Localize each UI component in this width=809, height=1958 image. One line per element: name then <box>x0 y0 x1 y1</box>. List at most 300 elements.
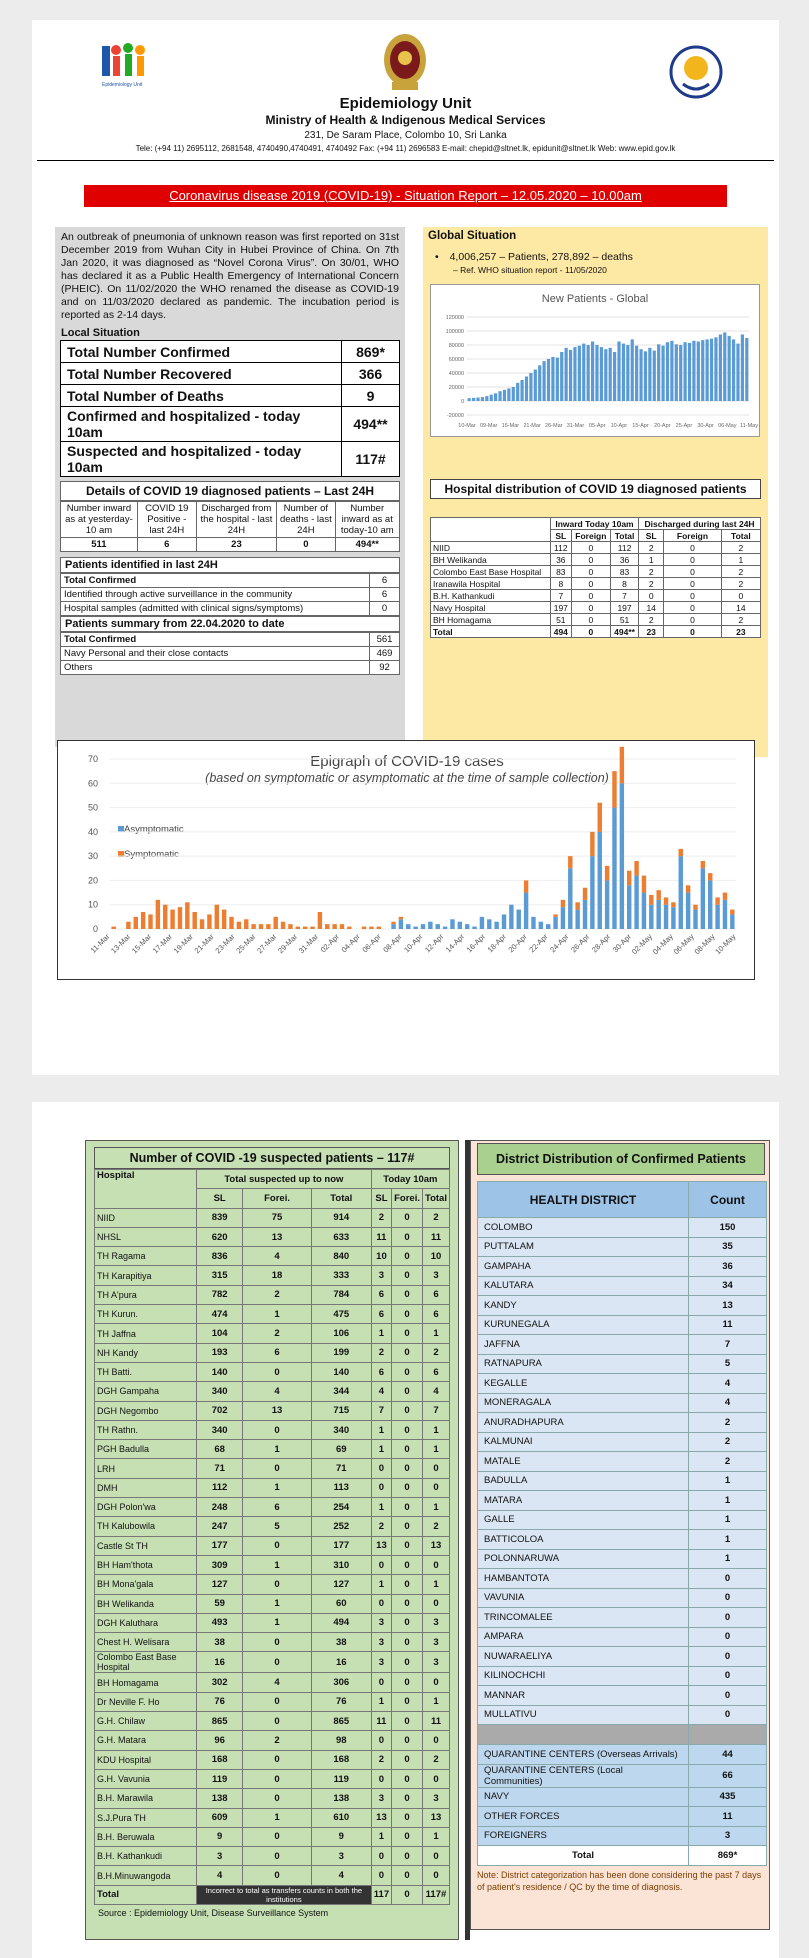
sp-cell: 309 <box>197 1555 243 1574</box>
sp-cell: 1 <box>371 1692 391 1711</box>
global-bar <box>525 377 528 402</box>
district-name: AMPARA <box>478 1627 689 1647</box>
epi-asym-bar <box>649 905 653 929</box>
table-row <box>95 1847 450 1866</box>
sp-cell: 119 <box>197 1769 243 1788</box>
global-x-tick: 10-Apr <box>610 423 628 429</box>
sp-cell: 0 <box>243 1575 312 1594</box>
today-header: Today 10am <box>371 1170 449 1189</box>
sp-cell: 3 <box>422 1789 449 1808</box>
district-name: COLOMBO <box>478 1218 689 1238</box>
table-row <box>95 1594 450 1613</box>
sp-cell: 1 <box>371 1324 391 1343</box>
sp-cell: 11 <box>371 1227 391 1246</box>
svg-text:Epidemiology Unit: Epidemiology Unit <box>102 82 143 88</box>
details-table <box>60 501 400 552</box>
district-count: 1 <box>689 1510 767 1530</box>
sp-cell: 0 <box>243 1536 312 1555</box>
sp-cell: 0 <box>392 1401 423 1420</box>
global-y-tick: 60000 <box>448 357 464 363</box>
epi-sym-bar <box>259 924 263 929</box>
sp-cell: 1 <box>422 1498 449 1517</box>
global-bar <box>706 339 709 401</box>
hd-cell: 0 <box>571 542 610 554</box>
hd-cell: 0 <box>664 614 721 626</box>
sp-cell: 914 <box>311 1208 371 1227</box>
table-row <box>95 1324 450 1343</box>
table-row <box>95 1673 450 1692</box>
epi-sym-bar <box>362 927 366 929</box>
key-figure-label: Total Number of Deaths <box>61 385 342 407</box>
sp-cell: 0 <box>371 1555 391 1574</box>
global-bar <box>719 335 722 402</box>
district-name: BATTICOLOA <box>478 1530 689 1550</box>
hd-row <box>431 554 761 566</box>
sp-cell: 6 <box>371 1285 391 1304</box>
sp-cell: 0 <box>243 1362 312 1381</box>
epi-asym-bar <box>487 919 491 929</box>
global-bar <box>723 332 726 401</box>
epi-x-tick: 13-Mar <box>109 932 133 956</box>
key-figure-value: 494** <box>342 407 400 442</box>
table-row <box>95 1517 450 1536</box>
epi-sym-bar <box>524 880 528 892</box>
table-row <box>95 1633 450 1652</box>
sp-cell: 1 <box>243 1613 312 1632</box>
summary-value: 561 <box>370 633 400 647</box>
epi-asym-bar <box>517 910 521 929</box>
sp-cell: 310 <box>311 1555 371 1574</box>
total-sl: 117 <box>371 1885 391 1904</box>
sp-cell: 3 <box>371 1633 391 1652</box>
sp-cell: 140 <box>197 1362 243 1381</box>
sp-cell: 0 <box>392 1498 423 1517</box>
table-row <box>95 1769 450 1788</box>
global-x-tick: 30-Apr <box>697 423 714 429</box>
last24-label: Total Confirmed <box>61 574 370 588</box>
district-row <box>478 1764 767 1787</box>
sp-cell: 344 <box>311 1382 371 1401</box>
global-bar <box>688 343 691 401</box>
epi-sym-bar <box>715 897 719 904</box>
sp-cell: 4 <box>243 1247 312 1266</box>
sp-cell: 1 <box>371 1575 391 1594</box>
epi-sym-bar <box>664 897 668 904</box>
global-bar <box>648 348 651 401</box>
total-suspected-header: Total suspected up to now <box>197 1170 372 1189</box>
hospital-col-header: Hospital <box>95 1170 197 1209</box>
epi-sym-bar <box>303 927 307 929</box>
epi-x-tick: 15-Mar <box>129 932 154 956</box>
table-row <box>95 1208 450 1227</box>
sp-cell: 702 <box>197 1401 243 1420</box>
epi-sym-bar <box>671 902 675 907</box>
sp-hospital: S.J.Pura TH <box>95 1808 197 1827</box>
epi-asym-bar <box>568 868 572 929</box>
epi-x-tick: 10-Apr <box>402 932 425 955</box>
sp-cell: 0 <box>243 1866 312 1885</box>
sp-cell: 0 <box>422 1673 449 1692</box>
global-bar <box>600 347 603 401</box>
epi-asym-bar <box>524 893 528 929</box>
sp-cell: 0 <box>243 1692 312 1711</box>
last24-value: 6 <box>370 588 400 602</box>
district-count: 35 <box>689 1237 767 1257</box>
sp-hospital: DGH Polon'wa <box>95 1498 197 1517</box>
epi-asym-bar <box>701 868 705 929</box>
global-bar <box>573 347 576 401</box>
epid-unit-logo <box>100 38 148 88</box>
district-row <box>478 1705 767 1725</box>
district-count: 0 <box>689 1666 767 1686</box>
sp-cell: 138 <box>311 1789 371 1808</box>
epi-sym-bar <box>568 856 572 868</box>
sp-cell: 0 <box>392 1769 423 1788</box>
sp-cell: 0 <box>392 1324 423 1343</box>
global-bar <box>556 358 559 401</box>
key-figure-row <box>61 407 400 442</box>
district-name: MULLATIVU <box>478 1705 689 1725</box>
sp-cell: 6 <box>422 1362 449 1381</box>
epi-x-tick: 06-May <box>671 932 696 957</box>
global-bar <box>626 345 629 401</box>
district-name: QUARANTINE CENTERS (Overseas Arrivals) <box>478 1745 689 1765</box>
district-name: NUWARAELIYA <box>478 1647 689 1667</box>
sp-cell: 71 <box>311 1459 371 1478</box>
hd-cell: 0 <box>721 590 760 602</box>
table-row <box>95 1382 450 1401</box>
hd-sub-header: Foreign <box>571 530 610 542</box>
details-header: COVID 19 Positive - last 24H <box>137 502 196 538</box>
sp-cell: 75 <box>243 1208 312 1227</box>
key-figure-row <box>61 341 400 363</box>
district-count: 4 <box>689 1393 767 1413</box>
sp-hospital: BH Ham'thota <box>95 1555 197 1574</box>
hd-row <box>431 602 761 614</box>
hd-cell: 0 <box>571 590 610 602</box>
epi-asym-bar <box>553 917 557 929</box>
district-row <box>478 1569 767 1589</box>
sp-cell: 6 <box>371 1305 391 1324</box>
sp-cell: 13 <box>422 1536 449 1555</box>
epi-x-tick: 14-Apr <box>443 932 467 955</box>
epi-sym-bar <box>178 907 182 929</box>
sp-sub-header: Forei. <box>243 1189 312 1208</box>
sp-hospital: Colombo East Base Hospital <box>95 1652 197 1673</box>
hd-cell: 494 <box>550 626 571 638</box>
epi-sym-bar <box>273 917 277 929</box>
global-bar <box>587 345 590 401</box>
sp-cell: 1 <box>371 1498 391 1517</box>
sp-hospital: DGH Gampaha <box>95 1382 197 1401</box>
sp-cell: 2 <box>422 1517 449 1536</box>
sp-cell: 0 <box>392 1827 423 1846</box>
sp-cell: 59 <box>197 1594 243 1613</box>
table-row <box>95 1266 450 1285</box>
epi-sym-bar <box>266 924 270 929</box>
sp-cell: 0 <box>371 1673 391 1692</box>
epi-asym-bar <box>686 893 690 929</box>
address: 231, De Saram Place, Colombo 10, Sri Lanka <box>304 130 507 141</box>
table-row <box>95 1247 450 1266</box>
last24-heading: Patients identified in last 24H <box>60 557 400 573</box>
epi-asym-bar <box>421 924 425 929</box>
hd-cell: 2 <box>721 578 760 590</box>
global-bar <box>543 361 546 401</box>
epi-sym-bar <box>340 924 344 929</box>
key-figures-table <box>60 340 400 477</box>
epi-asym-bar <box>664 905 668 929</box>
epigraph-svg <box>58 741 756 979</box>
sp-hospital: G.H. Chilaw <box>95 1712 197 1731</box>
district-row <box>478 1257 767 1277</box>
global-x-tick: 31-Mar <box>566 423 585 429</box>
district-total-label: Total <box>478 1846 689 1866</box>
count-col-header: Count <box>689 1182 767 1218</box>
sp-cell: 2 <box>422 1208 449 1227</box>
sp-cell: 1 <box>422 1692 449 1711</box>
hd-cell: 2 <box>639 542 664 554</box>
sp-cell: 0 <box>392 1633 423 1652</box>
sp-cell: 38 <box>311 1633 371 1652</box>
global-bar <box>622 344 625 401</box>
sp-cell: 0 <box>392 1266 423 1285</box>
sp-hospital: TH Kalubowila <box>95 1517 197 1536</box>
epi-x-tick: 04-Apr <box>339 932 362 955</box>
district-heading: District Distribution of Confirmed Patients <box>477 1143 765 1175</box>
district-count: 0 <box>689 1569 767 1589</box>
district-row <box>478 1276 767 1296</box>
epi-sym-bar <box>369 927 373 929</box>
district-name: GAMPAHA <box>478 1257 689 1277</box>
sp-cell: 0 <box>243 1769 312 1788</box>
epi-x-tick: 10-May <box>713 932 738 957</box>
sp-cell: 0 <box>422 1555 449 1574</box>
hd-cell: 0 <box>571 578 610 590</box>
sp-cell: 836 <box>197 1247 243 1266</box>
sp-sub-header: SL <box>371 1189 391 1208</box>
sp-sub-header: Total <box>422 1189 449 1208</box>
sp-cell: 247 <box>197 1517 243 1536</box>
sp-cell: 112 <box>197 1478 243 1497</box>
sp-hospital: G.H. Vavunia <box>95 1769 197 1788</box>
global-y-tick: -20000 <box>446 413 464 419</box>
people-logo-icon <box>100 38 148 90</box>
epi-x-tick: 21-Mar <box>192 932 216 956</box>
epi-sym-bar <box>723 893 727 900</box>
epi-asym-bar <box>399 919 403 929</box>
details-heading: Details of COVID 19 diagnosed patients – Last 24H <box>60 481 400 501</box>
sp-hospital: BH Mona'gala <box>95 1575 197 1594</box>
sp-cell: 9 <box>311 1827 371 1846</box>
sp-hospital: B.H. Marawila <box>95 1789 197 1808</box>
sp-cell: 1 <box>243 1305 312 1324</box>
global-bar <box>485 396 488 401</box>
epi-asym-bar <box>598 832 602 929</box>
global-bar <box>569 350 572 401</box>
district-count: 1 <box>689 1471 767 1491</box>
district-count: 0 <box>689 1647 767 1667</box>
sp-hospital: B.H. Beruwala <box>95 1827 197 1846</box>
sp-cell: 0 <box>422 1594 449 1613</box>
local-situation-panel <box>55 227 405 747</box>
sp-cell: 306 <box>311 1673 371 1692</box>
epi-x-tick: 28-Apr <box>589 932 613 955</box>
sp-cell: 1 <box>243 1594 312 1613</box>
sp-cell: 0 <box>392 1459 423 1478</box>
sp-cell: 252 <box>311 1517 371 1536</box>
epi-asym-bar <box>708 880 712 929</box>
sp-cell: 16 <box>311 1652 371 1673</box>
sp-cell: 3 <box>371 1789 391 1808</box>
sp-cell: 784 <box>311 1285 371 1304</box>
key-figure-value: 869* <box>342 341 400 363</box>
district-panel <box>470 1140 770 1930</box>
epi-sym-bar <box>134 917 138 929</box>
total-total: 117# <box>422 1885 449 1904</box>
sp-cell: 0 <box>371 1594 391 1613</box>
district-name: JAFFNA <box>478 1335 689 1355</box>
sp-cell: 2 <box>243 1285 312 1304</box>
hd-sub-header: SL <box>639 530 664 542</box>
epi-x-tick: 24-Apr <box>548 932 571 955</box>
sp-cell: 0 <box>243 1847 312 1866</box>
sp-cell: 11 <box>371 1712 391 1731</box>
sp-cell: 3 <box>371 1652 391 1673</box>
table-row <box>95 1440 450 1459</box>
table-row <box>95 1731 450 1750</box>
hd-cell: 36 <box>611 554 639 566</box>
epi-asym-bar <box>693 910 697 929</box>
global-bar <box>481 397 484 401</box>
sp-cell: 0 <box>243 1712 312 1731</box>
global-bar <box>512 387 515 401</box>
global-bullet: • 4,006,257 – Patients, 278,892 – deaths <box>435 251 633 263</box>
sp-cell: 3 <box>422 1266 449 1285</box>
hd-cell: 83 <box>611 566 639 578</box>
epi-sym-bar <box>141 912 145 929</box>
sp-cell: 13 <box>243 1401 312 1420</box>
district-row <box>478 1335 767 1355</box>
global-bar <box>529 373 532 401</box>
sp-cell: 1 <box>243 1478 312 1497</box>
suspected-table <box>94 1169 450 1905</box>
global-bar <box>644 351 647 401</box>
hd-cell: 2 <box>721 566 760 578</box>
epigraph-chart <box>57 740 755 980</box>
global-bar <box>494 393 497 401</box>
sp-cell: 16 <box>197 1652 243 1673</box>
sp-cell: 0 <box>243 1459 312 1478</box>
sp-cell: 0 <box>422 1459 449 1478</box>
sp-cell: 0 <box>392 1555 423 1574</box>
epi-asym-bar <box>605 880 609 929</box>
epi-x-tick: 11-Mar <box>88 932 112 955</box>
epi-asym-bar <box>730 914 734 929</box>
global-bar <box>710 339 713 401</box>
sp-hospital: TH A'pura <box>95 1285 197 1304</box>
global-x-tick: 26-Mar <box>545 423 563 429</box>
epi-asym-bar <box>443 927 447 929</box>
sp-cell: 60 <box>311 1594 371 1613</box>
sp-cell: 7 <box>422 1401 449 1420</box>
sp-cell: 6 <box>422 1285 449 1304</box>
table-row <box>95 1401 450 1420</box>
district-name: PUTTALAM <box>478 1237 689 1257</box>
sp-hospital: KDU Hospital <box>95 1750 197 1769</box>
sp-cell: 0 <box>422 1478 449 1497</box>
summary-value: 92 <box>370 661 400 675</box>
global-bar <box>732 339 735 401</box>
sp-cell: 7 <box>371 1401 391 1420</box>
sp-cell: 0 <box>392 1866 423 1885</box>
global-bar <box>560 352 563 401</box>
sp-cell: 4 <box>311 1866 371 1885</box>
table-row <box>95 1808 450 1827</box>
key-figure-row <box>61 385 400 407</box>
legend-sym-label: Symptomatic <box>124 849 179 860</box>
district-name: VAVUNIA <box>478 1588 689 1608</box>
sp-cell: 3 <box>371 1266 391 1285</box>
details-header: Number inward as at yesterday-10 am <box>61 502 138 538</box>
sp-cell: 333 <box>311 1266 371 1285</box>
epi-sym-bar <box>207 914 211 929</box>
hd-row <box>431 614 761 626</box>
hd-cell: 51 <box>550 614 571 626</box>
hd-cell: 2 <box>639 614 664 626</box>
last24-row <box>61 574 400 588</box>
epi-sym-bar <box>620 747 624 783</box>
sp-cell: 96 <box>197 1731 243 1750</box>
summary-table <box>60 632 400 675</box>
epi-asym-bar <box>413 927 417 929</box>
sp-cell: 474 <box>197 1305 243 1324</box>
sp-hospital: TH Kurun. <box>95 1305 197 1324</box>
epi-sym-bar <box>598 803 602 832</box>
global-chart <box>430 284 760 437</box>
sp-cell: 9 <box>197 1827 243 1846</box>
sp-cell: 610 <box>311 1808 371 1827</box>
global-bar <box>670 341 673 401</box>
table-row <box>95 1789 450 1808</box>
sp-cell: 6 <box>422 1305 449 1324</box>
epi-sym-bar <box>391 922 395 924</box>
sp-cell: 248 <box>197 1498 243 1517</box>
sp-cell: 0 <box>392 1536 423 1555</box>
sp-cell: 0 <box>392 1247 423 1266</box>
global-bar <box>582 344 585 401</box>
sp-cell: 0 <box>392 1305 423 1324</box>
global-x-tick: 06-May <box>718 423 737 429</box>
district-row <box>478 1491 767 1511</box>
epi-asym-bar <box>539 922 543 929</box>
epi-asym-bar <box>620 783 624 929</box>
district-row <box>478 1510 767 1530</box>
global-y-tick: 120000 <box>445 315 464 321</box>
sp-cell: 340 <box>311 1420 371 1439</box>
epi-sym-bar <box>310 927 314 929</box>
hd-sub-header: Total <box>611 530 639 542</box>
report-page-1 <box>32 20 779 1075</box>
hd-cell: 2 <box>721 542 760 554</box>
district-row <box>478 1787 767 1807</box>
district-row <box>478 1530 767 1550</box>
table-row <box>95 1712 450 1731</box>
table-row <box>95 1555 450 1574</box>
epi-asym-bar <box>715 905 719 929</box>
epi-sym-bar <box>634 861 638 876</box>
epi-sym-bar <box>244 919 248 929</box>
